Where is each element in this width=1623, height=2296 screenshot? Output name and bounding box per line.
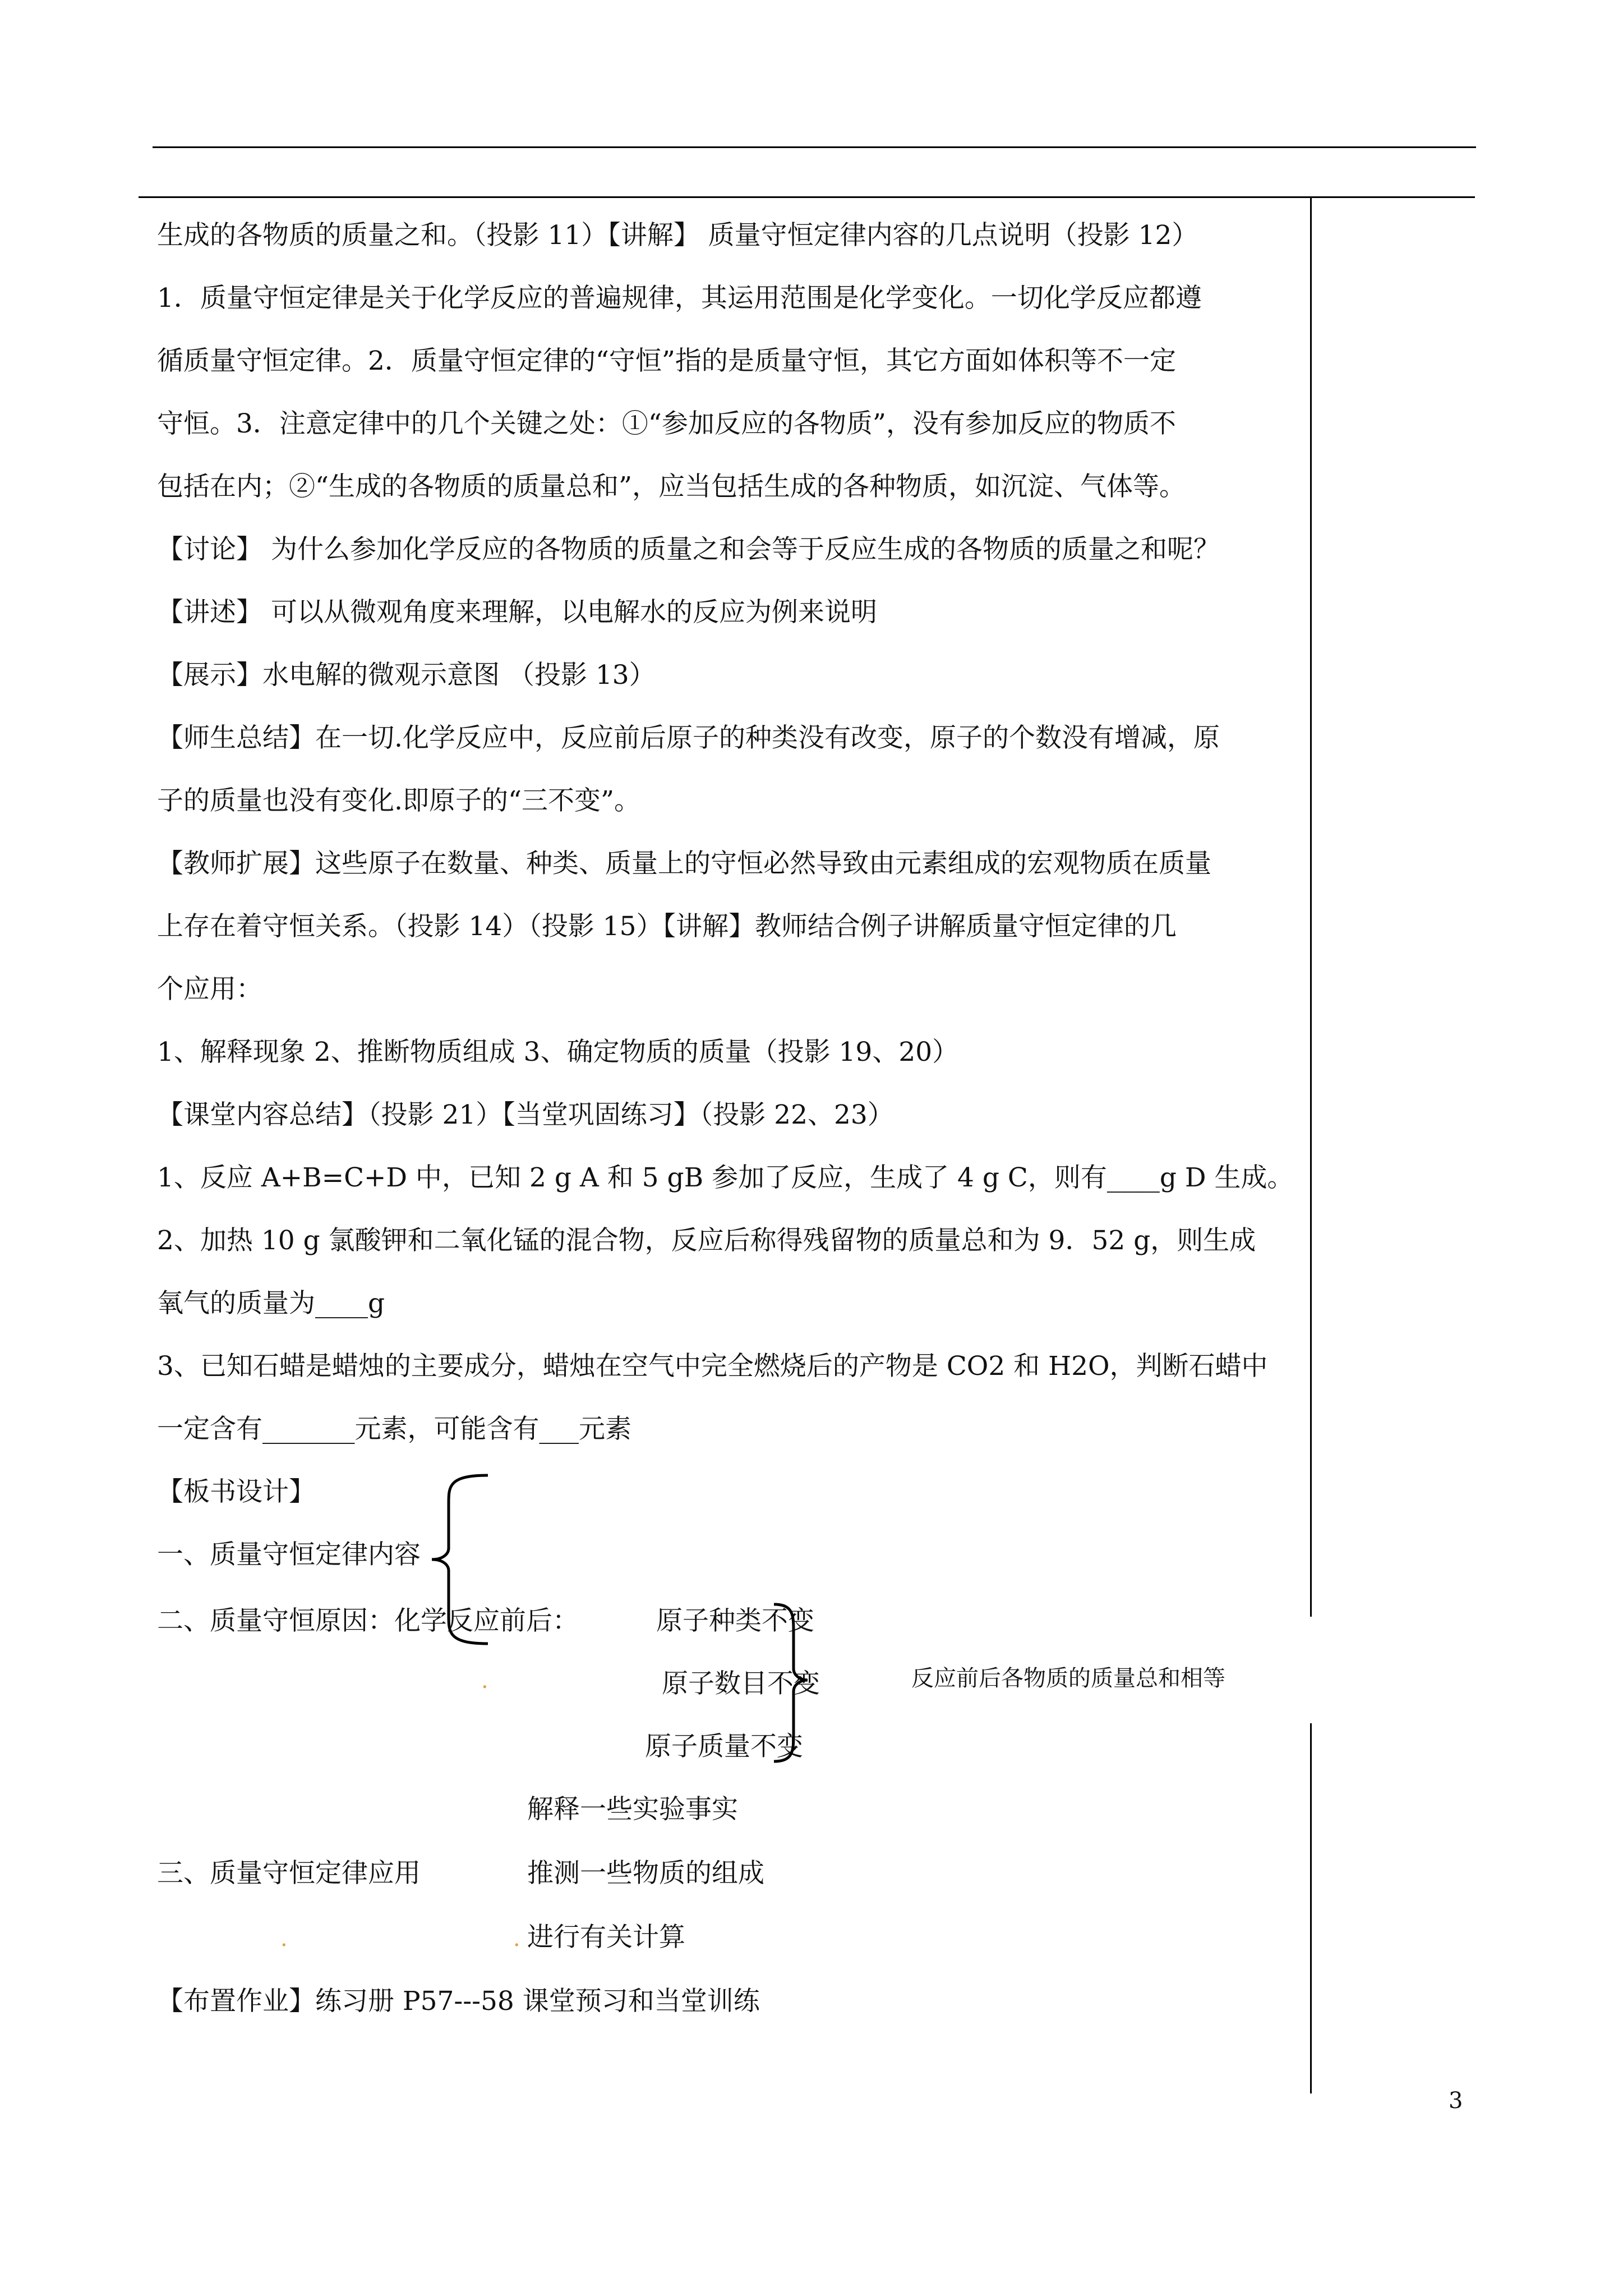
table-top-border xyxy=(139,196,1475,198)
exercise-2-cont: 氧气的质量为____g xyxy=(157,1288,385,1319)
conclusion: 反应前后各物质的质量总和相等 xyxy=(911,1665,1225,1691)
header-rule xyxy=(153,146,1476,148)
text-line: 个应用： xyxy=(157,974,262,1005)
atom-count: 原子数目不变 xyxy=(662,1668,820,1699)
text-line: 守恒。3．注意定律中的几个关键之处：①“参加反应的各物质”，没有参加反应的物质不 xyxy=(157,408,1176,439)
text-line: 1、解释现象 2、推断物质组成 3、确定物质的质量（投影 19、20） xyxy=(157,1037,959,1068)
stray-dot: · xyxy=(513,1932,520,1958)
exercise-3: 3、已知石蜡是蜡烛的主要成分，蜡烛在空气中完全燃烧后的产物是 CO2 和 H2O，判断石蜡中 xyxy=(157,1351,1268,1382)
text-line: 【课堂内容总结】（投影 21）【当堂巩固练习】（投影 22、23） xyxy=(157,1099,894,1130)
text-line: 【师生总结】在一切.化学反应中，反应前后原子的种类没有改变，原子的个数没有增减，原 xyxy=(157,723,1220,753)
text-line: 包括在内；②“生成的各物质的质量总和”，应当包括生成的各种物质，如沉淀、气体等。 xyxy=(157,471,1186,502)
stray-dot: · xyxy=(280,1932,288,1958)
text-line: 【教师扩展】这些原子在数量、种类、质量上的守恒必然导致由元素组成的宏观物质在质量 xyxy=(157,848,1211,879)
exercise-3-cont: 一定含有_______元素，可能含有___元素 xyxy=(157,1414,631,1444)
stray-dot: · xyxy=(481,1674,488,1700)
text-line: 【展示】水电解的微观示意图 （投影 13） xyxy=(157,660,656,691)
text-line: 子的质量也没有变化.即原子的“三不变”。 xyxy=(157,785,640,816)
board-design-heading: 【板书设计】 xyxy=(157,1476,315,1507)
page-number: 3 xyxy=(1449,2088,1463,2114)
text-line: 上存在着守恒关系。（投影 14）（投影 15）【讲解】教师结合例子讲解质量守恒定律的几 xyxy=(157,911,1177,942)
homework: 【布置作业】练习册 P57---58 课堂预习和当堂训练 xyxy=(157,1986,760,2017)
atom-mass: 原子质量不变 xyxy=(645,1731,803,1762)
brace-right xyxy=(768,1599,813,1767)
text-line: 【讲述】 可以从微观角度来理解，以电解水的反应为例来说明 xyxy=(157,597,877,628)
table-right-border-lower xyxy=(1310,1723,1312,2093)
atom-kind: 原子种类不变 xyxy=(656,1605,814,1636)
board-item-3: 三、质量守恒定律应用 xyxy=(157,1858,421,1889)
board-item-1: 一、质量守恒定律内容 xyxy=(157,1539,421,1570)
text-line: 【讨论】 为什么参加化学反应的各物质的质量之和会等于反应生成的各物质的质量之和呢？ xyxy=(157,534,1220,565)
table-right-border-upper xyxy=(1310,197,1312,1617)
exercise-2: 2、加热 10 g 氯酸钾和二氧化锰的混合物，反应后称得残留物的质量总和为 9．52 g，则生成 xyxy=(157,1225,1256,1256)
app-3: 进行有关计算 xyxy=(527,1922,685,1953)
app-1: 解释一些实验事实 xyxy=(527,1794,738,1825)
text-line: 生成的各物质的质量之和。（投影 11）【讲解】 质量守恒定律内容的几点说明（投影 12） xyxy=(157,220,1198,251)
app-2: 推测一些物质的组成 xyxy=(527,1858,764,1889)
text-line: 1．质量守恒定律是关于化学反应的普遍规律，其运用范围是化学变化。一切化学反应都遵 xyxy=(157,283,1202,314)
board-item-2: 二、质量守恒原因：化学反应前后： xyxy=(157,1605,579,1636)
text-line: 循质量守恒定律。2．质量守恒定律的“守恒”指的是质量守恒，其它方面如体积等不一定 xyxy=(157,346,1176,376)
exercise-1: 1、反应 A+B=C+D 中，已知 2 g A 和 5 gB 参加了反应，生成了 4 g C，则有____g D 生成。 xyxy=(157,1162,1294,1193)
